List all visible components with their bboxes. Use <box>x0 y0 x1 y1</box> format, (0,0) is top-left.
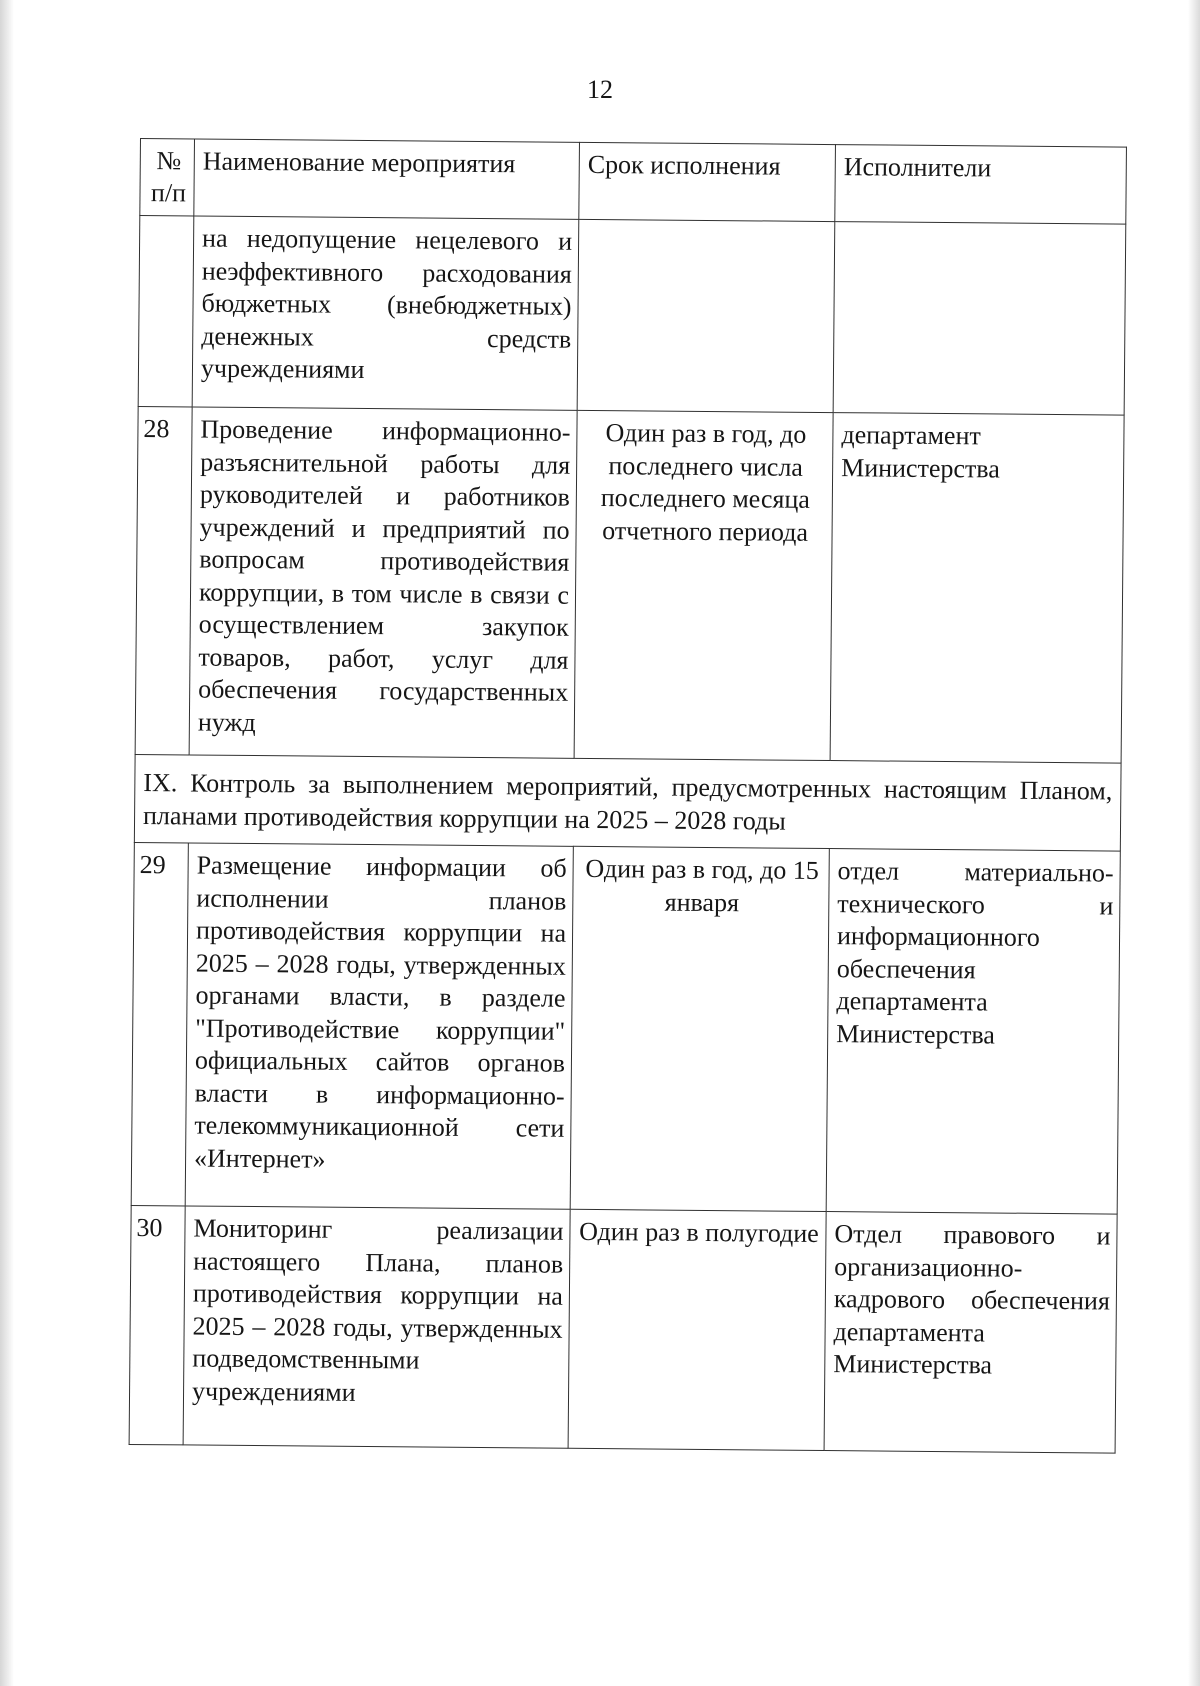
page-number: 12 <box>587 75 613 104</box>
table-header-row <box>140 139 1127 225</box>
table-row <box>131 842 1120 1214</box>
row-executors <box>833 222 1126 416</box>
row-term <box>577 219 835 412</box>
row-executors: отдел материально-технического и информационного обеспечения департамента Министерства <box>826 849 1120 1215</box>
header-num: № п/п <box>140 139 195 216</box>
table-row <box>129 1205 1117 1453</box>
row-executors: Отдел правового и организационно-кадрового обеспечения департамента Министерства <box>824 1212 1117 1454</box>
section-heading: IX. Контроль за выполнением мероприятий, предусмотренных настоящим Планом, планами противодействия коррупции на 2025 – 2028 годы <box>134 754 1121 851</box>
table-row <box>135 406 1124 763</box>
section-row <box>134 754 1121 851</box>
row-term: Один раз в год, до 15 января <box>570 846 829 1211</box>
row-name: Проведение информационно-разъяснительной работы для руководителей и работников учреждений и предприятий по вопросам противодействия коррупции, в том числе в связи с осуществлением закупок товаров, работ, услуг для обеспечения государственных нужд <box>189 407 577 758</box>
header-executors: Исполнители <box>835 145 1127 225</box>
row-name: Размещение информации об исполнении планов противодействия коррупции на 2025 – 2028 годы, утвержденных органами власти, в разделе "Противодействие коррупции" официальных сайтов органов власти в информационно-телекоммуникационной сети «Интернет» <box>185 843 573 1209</box>
row-name: на недопущение нецелевого и неэффективного расходования бюджетных (внебюджетных) денежных средств учреждениями <box>192 216 579 410</box>
header-term: Срок исполнения <box>579 142 836 221</box>
row-name: Мониторинг реализации настоящего Плана, планов противодействия коррупции на 2025 – 2028 годы, утвержденных подведомственными учреждениями <box>183 1206 570 1448</box>
row-executors: департамент Министерства <box>830 413 1124 764</box>
row-term: Один раз в год, до последнего числа последнего месяца отчетного периода <box>574 410 833 760</box>
row-term: Один раз в полугодие <box>568 1209 826 1450</box>
scan-left-edge <box>0 0 14 1686</box>
scan-right-edge <box>1188 0 1200 1686</box>
table-row <box>138 216 1126 416</box>
row-num: 28 <box>135 406 192 754</box>
action-plan-table <box>129 138 1127 1454</box>
header-name: Наименование мероприятия <box>194 139 580 219</box>
row-num: 29 <box>131 842 188 1205</box>
row-num <box>138 216 194 407</box>
row-num: 30 <box>129 1205 185 1444</box>
